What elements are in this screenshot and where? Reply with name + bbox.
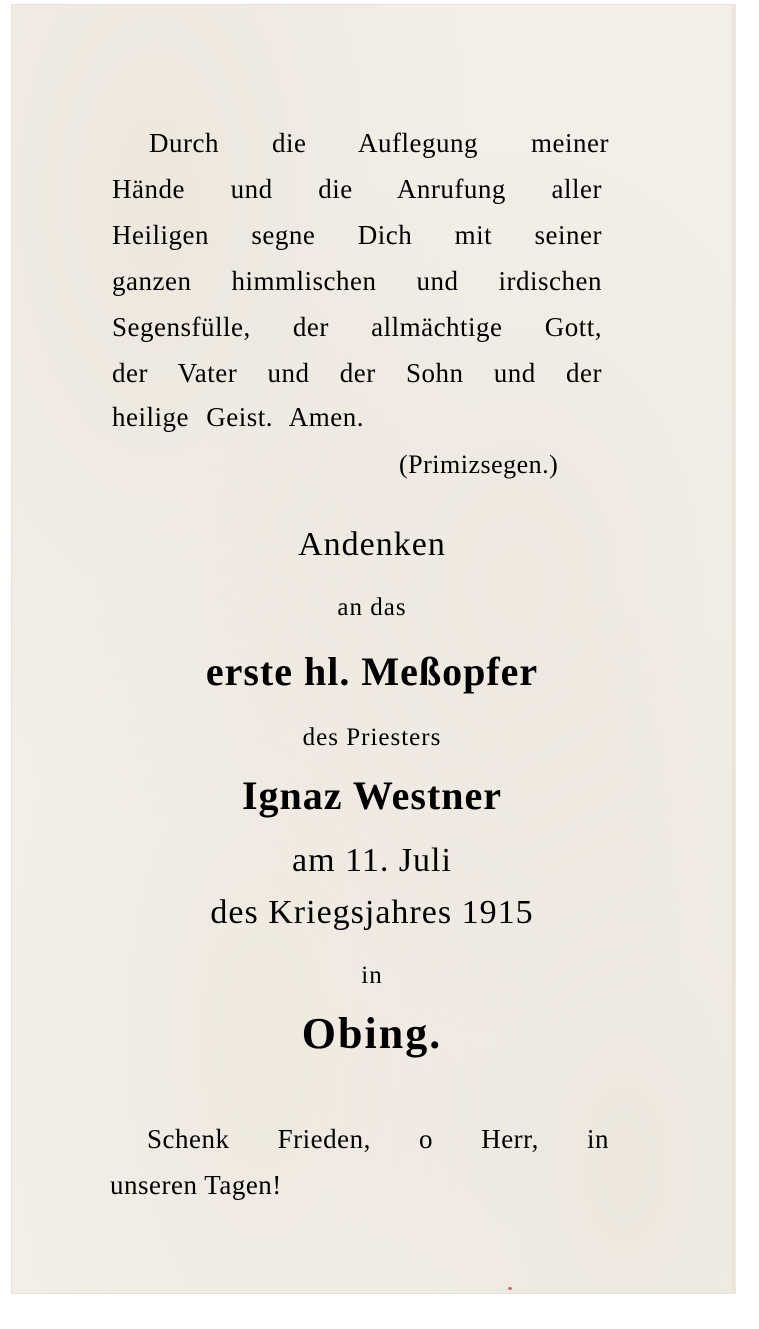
prayer-line-2: Hände und die Anrufung aller	[112, 174, 602, 204]
prayer-line-7: heilige Geist. Amen.	[112, 402, 364, 432]
memorial-place: Obing.	[301, 1009, 443, 1058]
closing-line-1: Schenk Frieden, o Herr, in	[147, 1124, 609, 1154]
closing-line-2: unseren Tagen!	[110, 1170, 282, 1200]
memorial-in: in	[361, 962, 383, 989]
prayer-line-1: Durch die Auflegung meiner	[149, 128, 609, 158]
memorial-line-priest: des Priesters	[302, 724, 442, 751]
memorial-line-messopfer: erste hl. Meßopfer	[205, 649, 539, 694]
priest-name: Ignaz Westner	[241, 773, 503, 818]
prayer-line-5: Segensfülle, der allmächtige Gott,	[112, 312, 602, 342]
prayer-line-3: Heiligen segne Dich mit seiner	[112, 220, 602, 250]
memorial-date: am 11. Juli	[292, 842, 452, 879]
paper-speck	[508, 1287, 512, 1290]
prayer-source: (Primizsegen.)	[399, 450, 559, 479]
prayer-line-4: ganzen himmlischen und irdischen	[112, 266, 602, 296]
memorial-card	[11, 4, 733, 1294]
card-right-edge	[733, 4, 736, 1294]
prayer-line-6: der Vater und der Sohn und der	[112, 358, 602, 388]
memorial-line-an-das: an das	[337, 594, 407, 621]
memorial-year-line: des Kriegsjahres 1915	[210, 894, 534, 931]
memorial-heading: Andenken	[298, 526, 446, 563]
